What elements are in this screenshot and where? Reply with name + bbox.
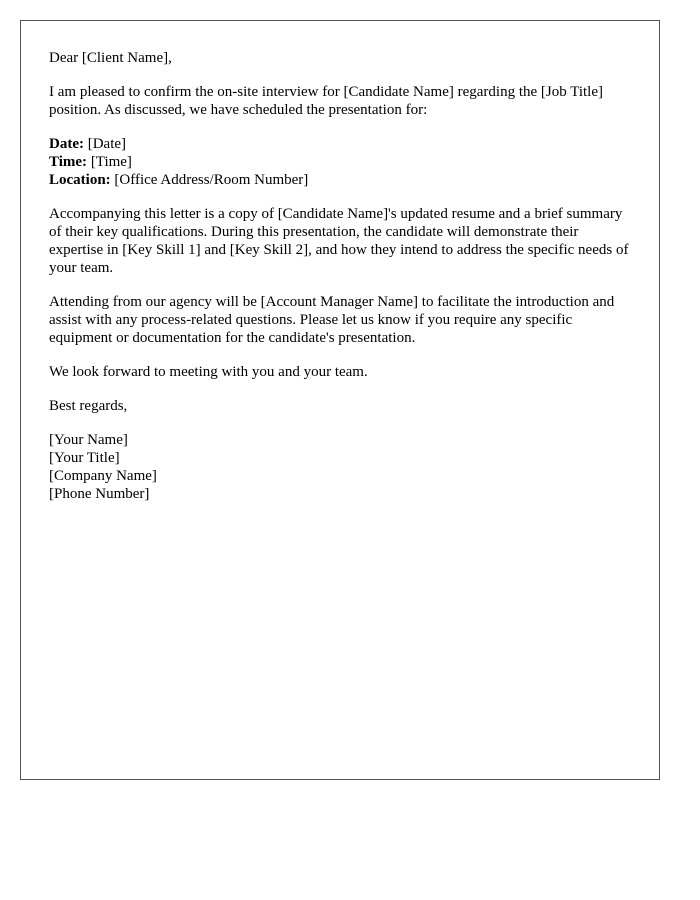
signature-company: [Company Name] <box>49 468 157 484</box>
time-label: Time: <box>49 154 88 170</box>
signature-name: [Your Name] <box>49 432 128 448</box>
resume-paragraph: Accompanying this letter is a copy of [Candidate Name]'s updated resume and a brief summary of their key qualifications. During this presentation, the candidate will demonstrate their expertise in [Key Skill 1] and [Key Skill 2], and how they intend to address the specific needs of your team. <box>49 206 629 276</box>
time-line <box>49 153 631 171</box>
time-value: [Time] <box>87 154 132 170</box>
agency-paragraph: Attending from our agency will be [Account Manager Name] to facilitate the introduction and assist with any process-related questions. Please let us know if you require any specific equipment or documentation for the candidate's presentation. <box>49 294 615 346</box>
letter-body <box>20 20 660 780</box>
date-value: [Date] <box>83 136 127 152</box>
signature-phone: [Phone Number] <box>49 486 150 502</box>
date-label: Date: <box>49 136 84 152</box>
location-label: Location: <box>49 172 111 188</box>
location-line <box>49 171 631 189</box>
closing-line: We look forward to meeting with you and your team. <box>49 364 368 380</box>
location-value: [Office Address/Room Number] <box>110 172 309 188</box>
interview-details <box>49 135 631 189</box>
salutation: Dear [Client Name], <box>49 50 172 66</box>
signature-block <box>49 431 631 503</box>
sign-off: Best regards, <box>49 398 128 414</box>
intro-paragraph: I am pleased to confirm the on-site interview for [Candidate Name] regarding the [Job Title] position. As discussed, we have scheduled the presentation for: <box>49 84 604 118</box>
signature-title: [Your Title] <box>49 450 120 466</box>
date-line <box>49 135 631 153</box>
